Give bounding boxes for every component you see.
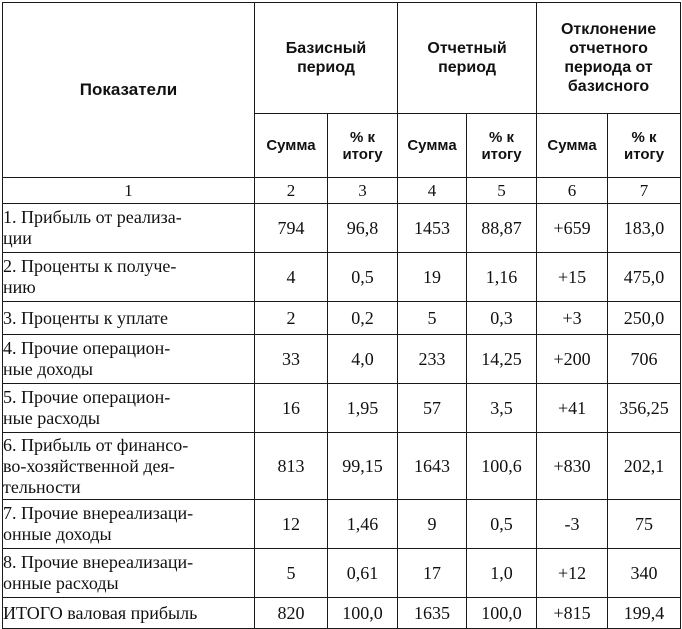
report-pct-cell: 100,6 [467,433,537,500]
report-pct-cell: 14,25 [467,335,537,384]
report-pct-cell: 1,16 [467,253,537,302]
header-base-sum: Сумма [255,114,328,178]
report-sum-cell: 9 [398,500,467,549]
header-deviation-sum: Сумма [537,114,608,178]
row-label: 3. Проценты к уплате [3,302,255,335]
report-sum-cell: 1643 [398,433,467,500]
base-pct-cell: 0,2 [328,302,398,335]
deviation-pct-cell: 475,0 [608,253,681,302]
header-base-period: Базисный период [255,3,398,114]
table-row-other-nonoperating-expenses [3,549,681,598]
report-sum-cell: 1635 [398,598,467,629]
column-number: 1 [3,178,255,204]
header-deviation: Отклонение отчетного периода от базисного [537,3,681,114]
header-indicators: Показатели [3,3,255,178]
deviation-sum-cell: +830 [537,433,608,500]
table-row-total [3,598,681,629]
table-row-interest-receivable [3,253,681,302]
deviation-pct-cell: 202,1 [608,433,681,500]
base-sum-cell: 33 [255,335,328,384]
report-pct-cell: 0,5 [467,500,537,549]
report-sum-cell: 19 [398,253,467,302]
header-base-pct: % к итогу [328,114,398,178]
report-pct-cell: 0,3 [467,302,537,335]
deviation-sum-cell: +659 [537,204,608,253]
deviation-pct-cell: 356,25 [608,384,681,433]
base-pct-cell: 1,95 [328,384,398,433]
report-sum-cell: 233 [398,335,467,384]
row-label: 7. Прочие внереализаци- онные доходы [3,500,255,549]
base-sum-cell: 794 [255,204,328,253]
column-number: 5 [467,178,537,204]
table-row-sales-profit [3,204,681,253]
deviation-sum-cell: +12 [537,549,608,598]
table-row-interest-payable [3,302,681,335]
header-report-period: Отчетный период [398,3,537,114]
column-number: 2 [255,178,328,204]
column-number: 7 [608,178,681,204]
deviation-pct-cell: 199,4 [608,598,681,629]
base-pct-cell: 4,0 [328,335,398,384]
base-sum-cell: 820 [255,598,328,629]
base-sum-cell: 2 [255,302,328,335]
column-number: 6 [537,178,608,204]
column-number: 3 [328,178,398,204]
deviation-sum-cell: +200 [537,335,608,384]
deviation-pct-cell: 340 [608,549,681,598]
deviation-sum-cell: +3 [537,302,608,335]
base-pct-cell: 1,46 [328,500,398,549]
base-sum-cell: 5 [255,549,328,598]
column-number: 4 [398,178,467,204]
deviation-pct-cell: 75 [608,500,681,549]
deviation-sum-cell: +815 [537,598,608,629]
report-sum-cell: 17 [398,549,467,598]
profit-analysis-table [2,2,681,629]
row-label: 8. Прочие внереализаци- онные расходы [3,549,255,598]
header-report-sum: Сумма [398,114,467,178]
base-pct-cell: 0,61 [328,549,398,598]
base-sum-cell: 12 [255,500,328,549]
row-label: 1. Прибыль от реализа- ции [3,204,255,253]
report-pct-cell: 1,0 [467,549,537,598]
column-number-row [3,178,681,204]
deviation-pct-cell: 250,0 [608,302,681,335]
table-row-financial-profit [3,433,681,500]
base-pct-cell: 99,15 [328,433,398,500]
table-row-other-operating-income [3,335,681,384]
header-report-pct: % к итогу [467,114,537,178]
deviation-sum-cell: -3 [537,500,608,549]
header-deviation-pct: % к итогу [608,114,681,178]
row-label: 2. Проценты к получе- нию [3,253,255,302]
row-label-total: ИТОГО валовая прибыль [3,598,255,629]
deviation-sum-cell: +41 [537,384,608,433]
row-label: 4. Прочие операцион- ные доходы [3,335,255,384]
deviation-pct-cell: 706 [608,335,681,384]
row-label: 6. Прибыль от финансо- во-хозяйственной дея- тельности [3,433,255,500]
base-sum-cell: 16 [255,384,328,433]
report-sum-cell: 57 [398,384,467,433]
report-pct-cell: 88,87 [467,204,537,253]
report-sum-cell: 5 [398,302,467,335]
row-label: 5. Прочие операцион- ные расходы [3,384,255,433]
report-pct-cell: 100,0 [467,598,537,629]
header-row-groups [3,3,681,114]
deviation-sum-cell: +15 [537,253,608,302]
base-pct-cell: 96,8 [328,204,398,253]
deviation-pct-cell: 183,0 [608,204,681,253]
base-pct-cell: 100,0 [328,598,398,629]
base-pct-cell: 0,5 [328,253,398,302]
report-pct-cell: 3,5 [467,384,537,433]
base-sum-cell: 813 [255,433,328,500]
report-sum-cell: 1453 [398,204,467,253]
table-row-other-operating-expenses [3,384,681,433]
base-sum-cell: 4 [255,253,328,302]
table-row-other-nonoperating-income [3,500,681,549]
